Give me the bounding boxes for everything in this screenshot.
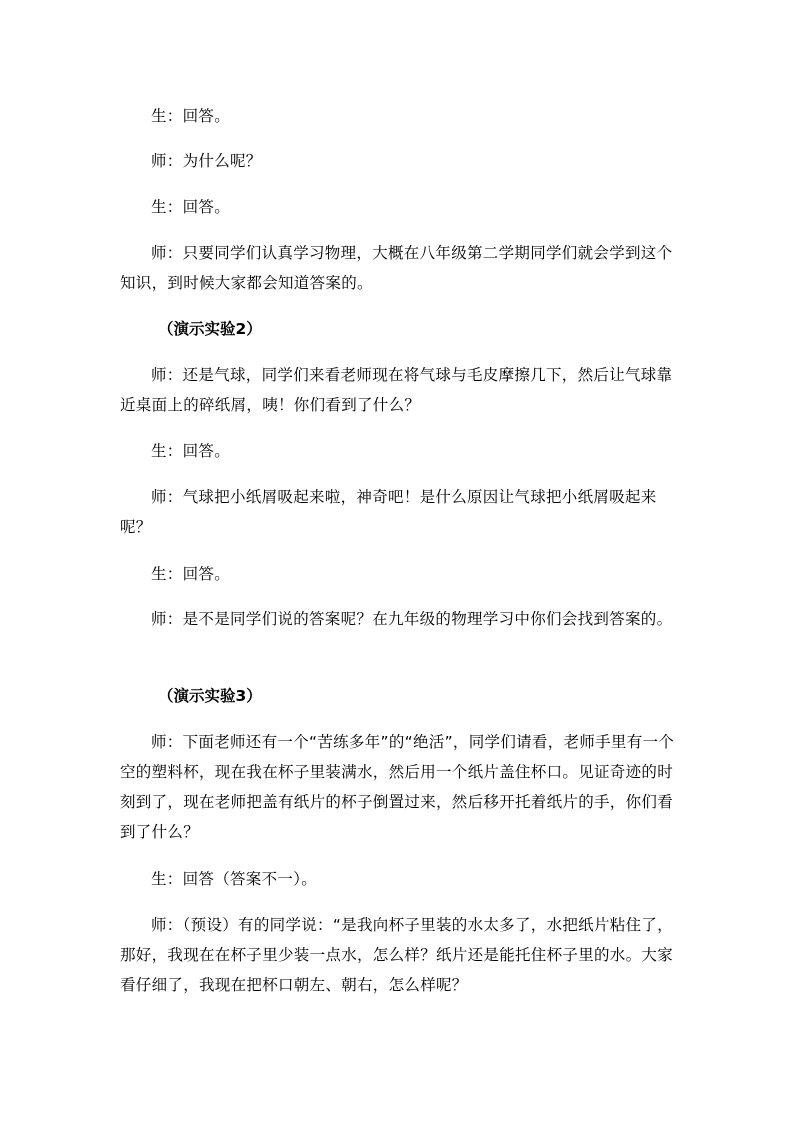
heading-demo-experiment-3: （演示实验3） [158,687,262,705]
paragraph-teacher-explanation-1: 师：只要同学们认真学习物理，大概在八年级第二学期同学们就会学到这个知识，到时候大家都会知道答案的。 [120,244,673,292]
paragraph-teacher-balloon: 师：还是气球，同学们来看老师现在将气球与毛皮摩擦几下，然后让气球靠近桌面上的碎纸屑，咦！你们看到了什么？ [120,366,673,414]
paragraph-teacher-preset: 师：（预设）有的同学说：“是我向杯子里装的水太多了，水把纸片粘住了，那好，我现在在杯子里少装一点水，怎么样？纸片还是能托住杯子里的水。大家看仔细了，我现在把杯口朝左、朝右，怎么样呢？ [120,916,674,994]
paragraph-teacher-question: 师：为什么呢？ [151,152,262,170]
paragraph-student-answer-5: 生：回答（答案不一）。 [151,870,318,888]
heading-demo-experiment-2: （演示实验2） [158,320,262,338]
paragraph-student-answer-3: 生：回答。 [151,442,231,460]
paragraph-student-answer-1: 生：回答。 [151,107,231,125]
paragraph-student-answer-4: 生：回答。 [151,565,231,583]
paragraph-teacher-explanation-2: 师：是不是同学们说的答案呢？在九年级的物理学习中你们会找到答案的。 [151,610,673,628]
paragraph-student-answer-2: 生：回答。 [151,198,231,216]
paragraph-teacher-paper-bits: 师：气球把小纸屑吸起来啦，神奇吧！是什么原因让气球把小纸屑吸起来呢？ [120,488,657,536]
paragraph-teacher-cup-trick: 师：下面老师还有一个“苦练多年”的“绝活”，同学们请看，老师手里有一个空的塑料杯，现在我在杯子里装满水，然后用一个纸片盖住杯口。见证奇迹的时刻到了，现在老师把盖有纸片的杯子倒置过来，然后移开托着纸片的手，你们看到了什么？ [120,733,675,841]
